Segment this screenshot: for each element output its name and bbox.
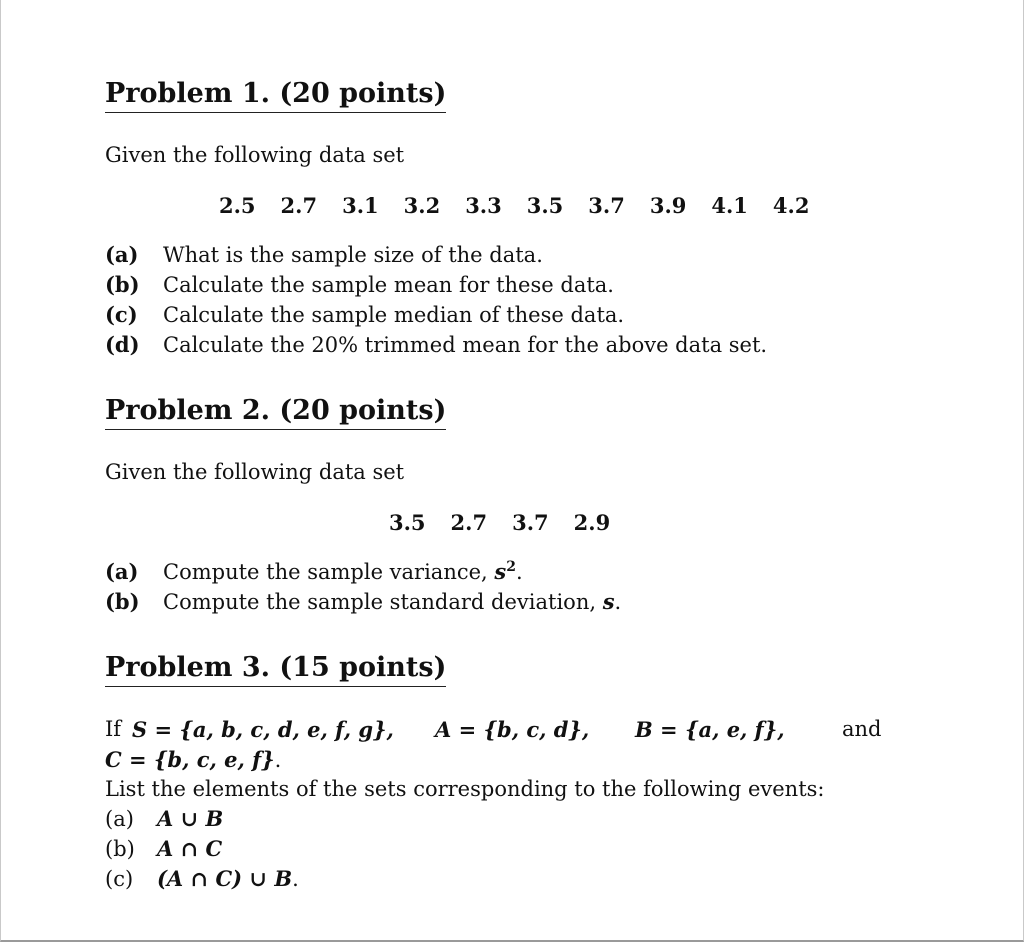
problem-1-heading: Problem 1. (20 points) bbox=[105, 78, 446, 113]
item-label: (c) bbox=[105, 302, 138, 327]
and-word: and bbox=[842, 717, 882, 741]
set-c-line bbox=[105, 747, 281, 772]
data-value: 4.1 bbox=[711, 193, 748, 218]
data-value: 3.7 bbox=[588, 193, 625, 218]
problem-1-item-d bbox=[105, 332, 767, 357]
set-expression: A ∪ B bbox=[157, 806, 224, 831]
problem-2-item-b bbox=[105, 589, 621, 614]
problem-1-data-set bbox=[219, 193, 809, 218]
set-a-definition: A = {b, c, d}, bbox=[435, 717, 590, 742]
item-text: What is the sample size of the data. bbox=[163, 243, 543, 267]
if-word: If bbox=[105, 717, 122, 741]
set-c-definition: C = {b, c, e, f} bbox=[105, 747, 275, 772]
data-value: 3.2 bbox=[403, 193, 441, 218]
set-expression: A ∩ C bbox=[157, 836, 223, 861]
item-label: (d) bbox=[105, 332, 140, 357]
item-text: Calculate the sample mean for these data. bbox=[163, 273, 614, 297]
problem-1-item-c bbox=[105, 302, 624, 327]
data-value: 3.5 bbox=[389, 510, 426, 535]
item-label: (a) bbox=[105, 242, 139, 267]
problem-3-set-definitions bbox=[105, 717, 882, 742]
std-dev-symbol: s bbox=[602, 589, 615, 614]
set-expression: (A ∩ C) ∪ B bbox=[157, 866, 293, 891]
problem-1-item-b bbox=[105, 272, 614, 297]
set-c-end: . bbox=[274, 748, 282, 772]
set-b-definition: B = {a, e, f}, bbox=[635, 717, 785, 742]
data-value: 2.9 bbox=[573, 510, 611, 535]
item-text: Compute the sample variance, bbox=[163, 560, 495, 584]
item-end: . bbox=[515, 560, 523, 584]
problem-1-item-a bbox=[105, 242, 543, 267]
problem-1-intro: Given the following data set bbox=[105, 143, 405, 167]
variance-symbol: s bbox=[494, 559, 507, 584]
item-label: (a) bbox=[105, 807, 134, 831]
item-label: (c) bbox=[105, 867, 134, 891]
data-value: 3.7 bbox=[512, 510, 549, 535]
item-label: (b) bbox=[105, 837, 135, 861]
data-value: 3.9 bbox=[649, 193, 687, 218]
exponent: 2 bbox=[506, 559, 516, 575]
item-text: Calculate the 20% trimmed mean for the above data set. bbox=[163, 333, 768, 357]
problem-2-intro: Given the following data set bbox=[105, 460, 405, 484]
problem-3-item-a bbox=[105, 806, 223, 831]
problem-2-data-set bbox=[389, 510, 610, 535]
problem-2-item-a bbox=[105, 559, 523, 584]
data-value: 3.1 bbox=[342, 193, 379, 218]
item-label: (b) bbox=[105, 589, 140, 614]
data-value: 4.2 bbox=[772, 193, 810, 218]
item-text: Calculate the sample median of these data. bbox=[163, 303, 625, 327]
data-value: 3.5 bbox=[526, 193, 564, 218]
problem-3-item-c bbox=[105, 866, 299, 891]
set-s-definition: S = {a, b, c, d, e, f, g}, bbox=[132, 717, 394, 742]
problem-3-item-b bbox=[105, 836, 222, 861]
item-text: Compute the sample standard deviation, bbox=[163, 590, 603, 614]
problem-3-heading: Problem 3. (15 points) bbox=[105, 652, 446, 687]
item-label: (a) bbox=[105, 559, 139, 584]
problem-2-heading: Problem 2. (20 points) bbox=[105, 395, 446, 430]
item-label: (b) bbox=[105, 272, 140, 297]
data-value: 2.5 bbox=[219, 193, 256, 218]
data-value: 2.7 bbox=[280, 193, 318, 218]
data-value: 2.7 bbox=[450, 510, 488, 535]
problem-3-instruction: List the elements of the sets corresponding to the following events: bbox=[105, 777, 825, 801]
data-value: 3.3 bbox=[465, 193, 502, 218]
item-end: . bbox=[614, 590, 622, 614]
item-end: . bbox=[292, 867, 299, 891]
